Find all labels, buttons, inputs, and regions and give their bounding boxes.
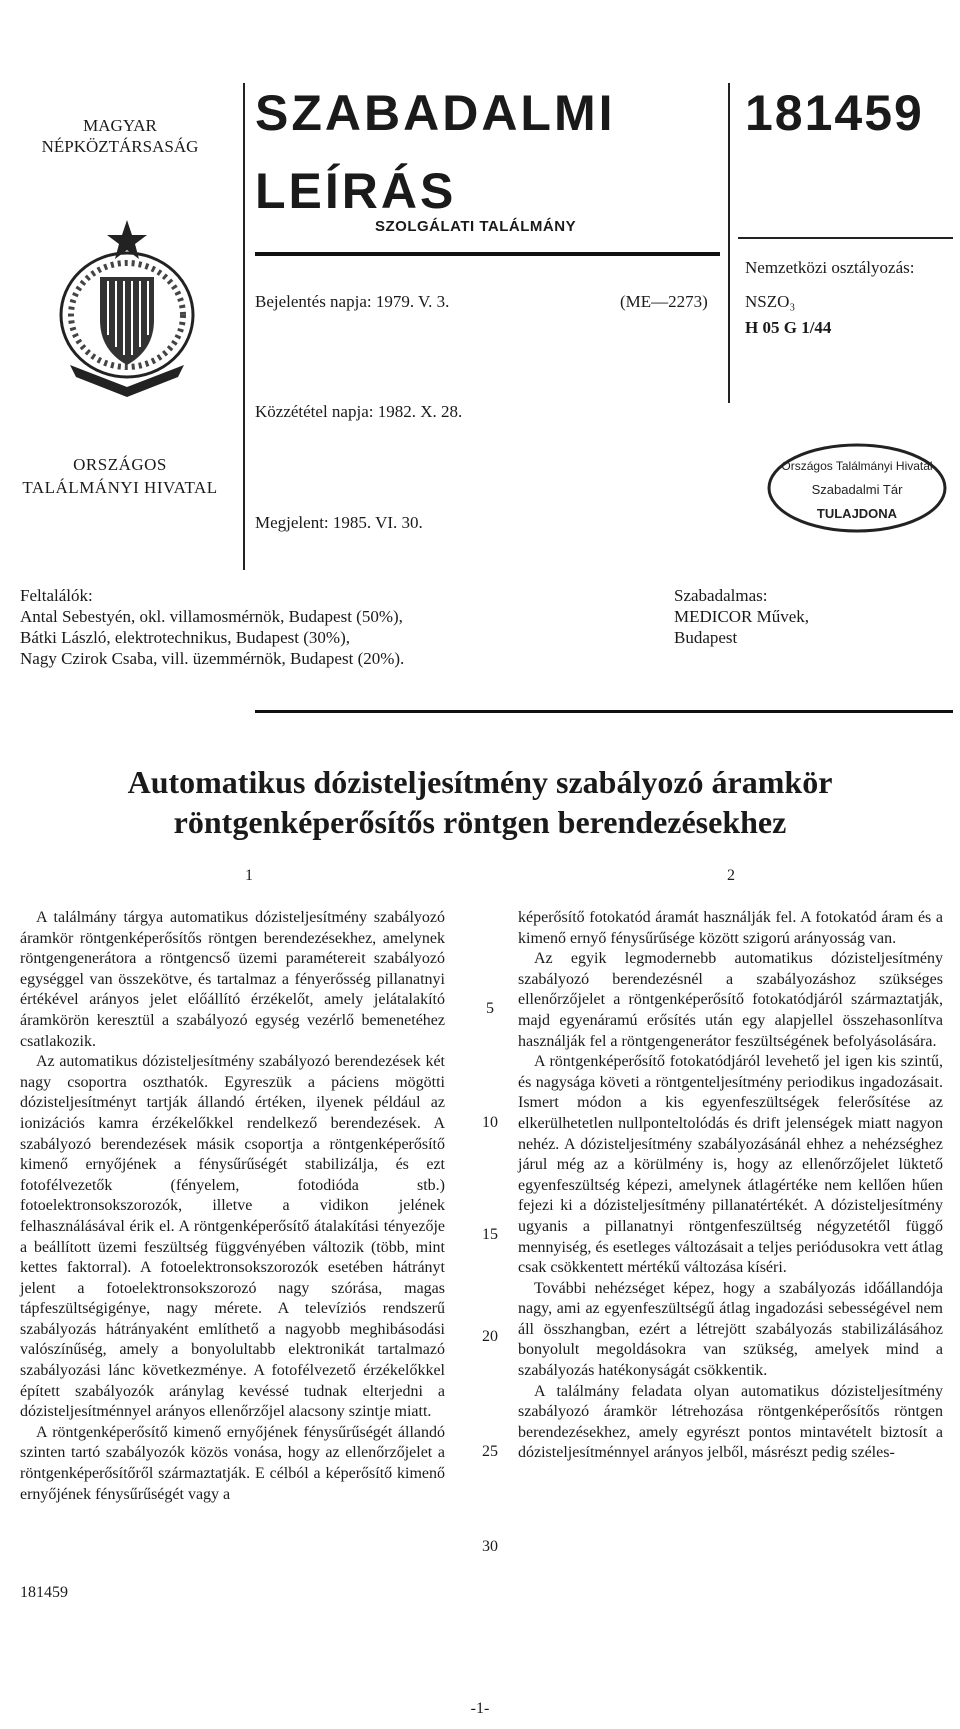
line-number: 10 (482, 1114, 498, 1131)
document-subtitle: SZOLGÁLATI TALÁLMÁNY (375, 218, 577, 235)
line-number: 20 (482, 1328, 498, 1345)
paragraph: A találmány tárgya automatikus dózisteljesítmény szabályozó áramkör röntgenképerősítős röntgen berendezésekhez, amelynek röntgengenerátora a röntgencső üzemi paramétereit szabályozó egységgel van összekötve, és tartalmaz a fényerősség pillanatnyi értékével arányos jelet előállító érzékelőt, amely jelátalakító áramkörön keresztül a szabályozó egység vezérlő bemenetéhez csatlakozik. (20, 909, 445, 1050)
country-name: MAGYAR NÉPKÖZTÁRSASÁG (41, 116, 199, 156)
patent-title-line1: Automatikus dózisteljesítmény szabályozó áramkör (127, 764, 833, 800)
header-divider-right (728, 83, 730, 403)
stamp-line2: Szabadalmi Tár (811, 482, 903, 497)
stamp-line1: Országos Találmányi Hivatal (781, 459, 933, 473)
classification-code-1: NSZO₃ (745, 292, 796, 311)
paragraph: Az egyik legmodernebb automatikus dózisteljesítmény szabályozó berendezésnél a szabályozáshoz szükséges ellenőrzőjelet a röntgenképerősítő fotokatódjáról származtatják, majd egyenáramú erősítés után egy alapjellel összehasonlítva használják fel a röntgengenerátor feszültségének befolyásolására. (518, 950, 943, 1050)
paragraph: A találmány feladata olyan automatikus dózisteljesítmény szabályozó áramkör létrehozása röntgenképerősítős röntgen berendezésekhez, amely egyrészt pontos mintavételt biztosít a dózisteljesítménnyel arányos jelből, másrészt pedig széles- (518, 1382, 943, 1462)
holder-label: Szabadalmas: (674, 586, 768, 605)
line-number: 5 (486, 1000, 494, 1017)
library-stamp (765, 440, 950, 535)
classification-code-2: H 05 G 1/44 (745, 318, 832, 337)
patent-office-name: ORSZÁGOS TALÁLMÁNYI HIVATAL (22, 455, 218, 497)
line-number: 15 (482, 1226, 498, 1243)
stamp-line3: TULAJDONA (816, 506, 898, 521)
file-code: (ME—2273) (620, 292, 708, 311)
classification-label: Nemzetközi osztályozás: (745, 258, 915, 277)
paragraph: képerősítő fotokatód áramát használják fel. A fotokatód áram és a kimenő ernyő fénysűrűsége között szigorú arányosság van. (518, 909, 943, 947)
holder-name: MEDICOR Művek, (674, 607, 810, 626)
line-number: 25 (482, 1443, 498, 1460)
holder-city: Budapest (674, 628, 738, 647)
section-rule (255, 710, 953, 713)
header-rule (255, 252, 720, 256)
header-divider-left (243, 83, 245, 570)
patent-holder-block (674, 585, 944, 648)
inventors-label: Feltalálók: (20, 586, 93, 605)
patent-number: 181459 (745, 85, 924, 141)
inventor-1: Antal Sebestyén, okl. villamosmérnök, Budapest (50%), (20, 607, 403, 626)
appeared-date: Megjelent: 1985. VI. 30. (255, 513, 423, 532)
paragraph: A röntgenképerősítő fotokatódjáról levehető jel igen kis szintű, és nagysága követi a röntgenteljesítmény periodikus ingadozásait. Ismert módon a kis egyenfeszültségek felerősítése az elkerülhetetlen nullponteltolódás és drift jelenségek miatt nagyon nehéz. A dózisteljesítmény szabályozásánál ehhez a nehézséghez járul még az a körülmény is, hogy az ellenőrzőjelet lüktető egyenfeszültség képezi, amelynek átlagértéke nem kellően hűen fejezi ki a dózisteljesítmény pillanatértékét. A dózisteljesítmény ugyanis a pillanatnyi röntgenfeszültség négyzetétől függő mennyiség, és esetleges változásait a teljes periódusokra vett átlag csak csökkentett mértékű változása kíséri. (518, 1053, 943, 1277)
patent-number-rule (738, 237, 953, 239)
patent-title-line2: röntgenképerősítős röntgen berendezésekhez (173, 804, 787, 840)
footer-doc-number: 181459 (20, 1584, 68, 1601)
document-type-title (255, 84, 616, 220)
coat-of-arms-emblem (50, 215, 205, 400)
body-column-1 (20, 908, 445, 1505)
body-column-2 (518, 908, 943, 1464)
inventors-block (20, 585, 580, 669)
page-number: -1- (470, 1700, 490, 1717)
patent-title (20, 762, 940, 842)
publication-date: Közzététel napja: 1982. X. 28. (255, 402, 463, 421)
line-number: 30 (482, 1538, 498, 1555)
paragraph: Az automatikus dózisteljesítmény szabályozó berendezések két nagy csoportra oszthatók. Egyreszük a páciens mögötti dózisteljesítményt tartják állandó értéken, ilyenek például az ionizációs kamra érzékelőkkel rendelkező berendezések. A szabályozó berendezések másik csoportja a röntgenképerősítő kimenő ernyőjének a fénysűrűségét stabilizálja, és ezt fotofélvezetők (fényelem, fotodióda stb.) fotoelektronsokszorozók, illetve a vidikon jelének felhasználásával érik el. A röntgenképerősítő átalakítási tényezője a beállított üzemi feszültség függvényében változik (több, mint kettes faktorral). A fotoelektronsokszorozók esetében hátrányt jelent a fotoelektronsokszorozó nagy szórása, magas tápfeszültségigénye, nagy mérete. A televíziós rendszerű szabályozás hátrányaként említhető a nagyobb meghibásodási valószínűség, amely a bonyolultabb elektronikát tartalmazó szabályozási lánc következménye. A fotofélvezető érzékelőkkel épített szabályozók aránylag kevéssé tudnak elterjedni a dózisteljesítménnyel arányos ellenőrzőjel alacsony szintje miatt. (20, 1053, 445, 1421)
document-type-line2: LEÍRÁS (255, 163, 457, 219)
document-type-line1: SZABADALMI (255, 85, 616, 141)
column-number-1: 1 (245, 867, 253, 884)
filing-date: Bejelentés napja: 1979. V. 3. (255, 292, 450, 311)
column-number-2: 2 (727, 867, 735, 884)
paragraph: További nehézséget képez, hogy a szabályozás időállandója nagy, ami az egyenfeszültségű átlag ingadozási sebességével nem áll összhangban, ezért a létrejött szabályozás stabilizálásához bonyolult megoldásokra van szükség, amelyek mind a szabályozás hatékonyságát csökkentik. (518, 1279, 943, 1380)
inventor-3: Nagy Czirok Csaba, vill. üzemmérnök, Budapest (20%). (20, 649, 405, 668)
inventor-2: Bátki László, elektrotechnikus, Budapest (30%), (20, 628, 350, 647)
paragraph: A röntgenképerősítő kimenő ernyőjének fénysűrűségét állandó szinten tartó szabályozók közös vonása, hogy az ellenőrzőjelet a röntgenképerősítőről származtatják. E célból a képerősítő kimenő ernyőjének fénysűrűségét vagy a (20, 1423, 445, 1503)
